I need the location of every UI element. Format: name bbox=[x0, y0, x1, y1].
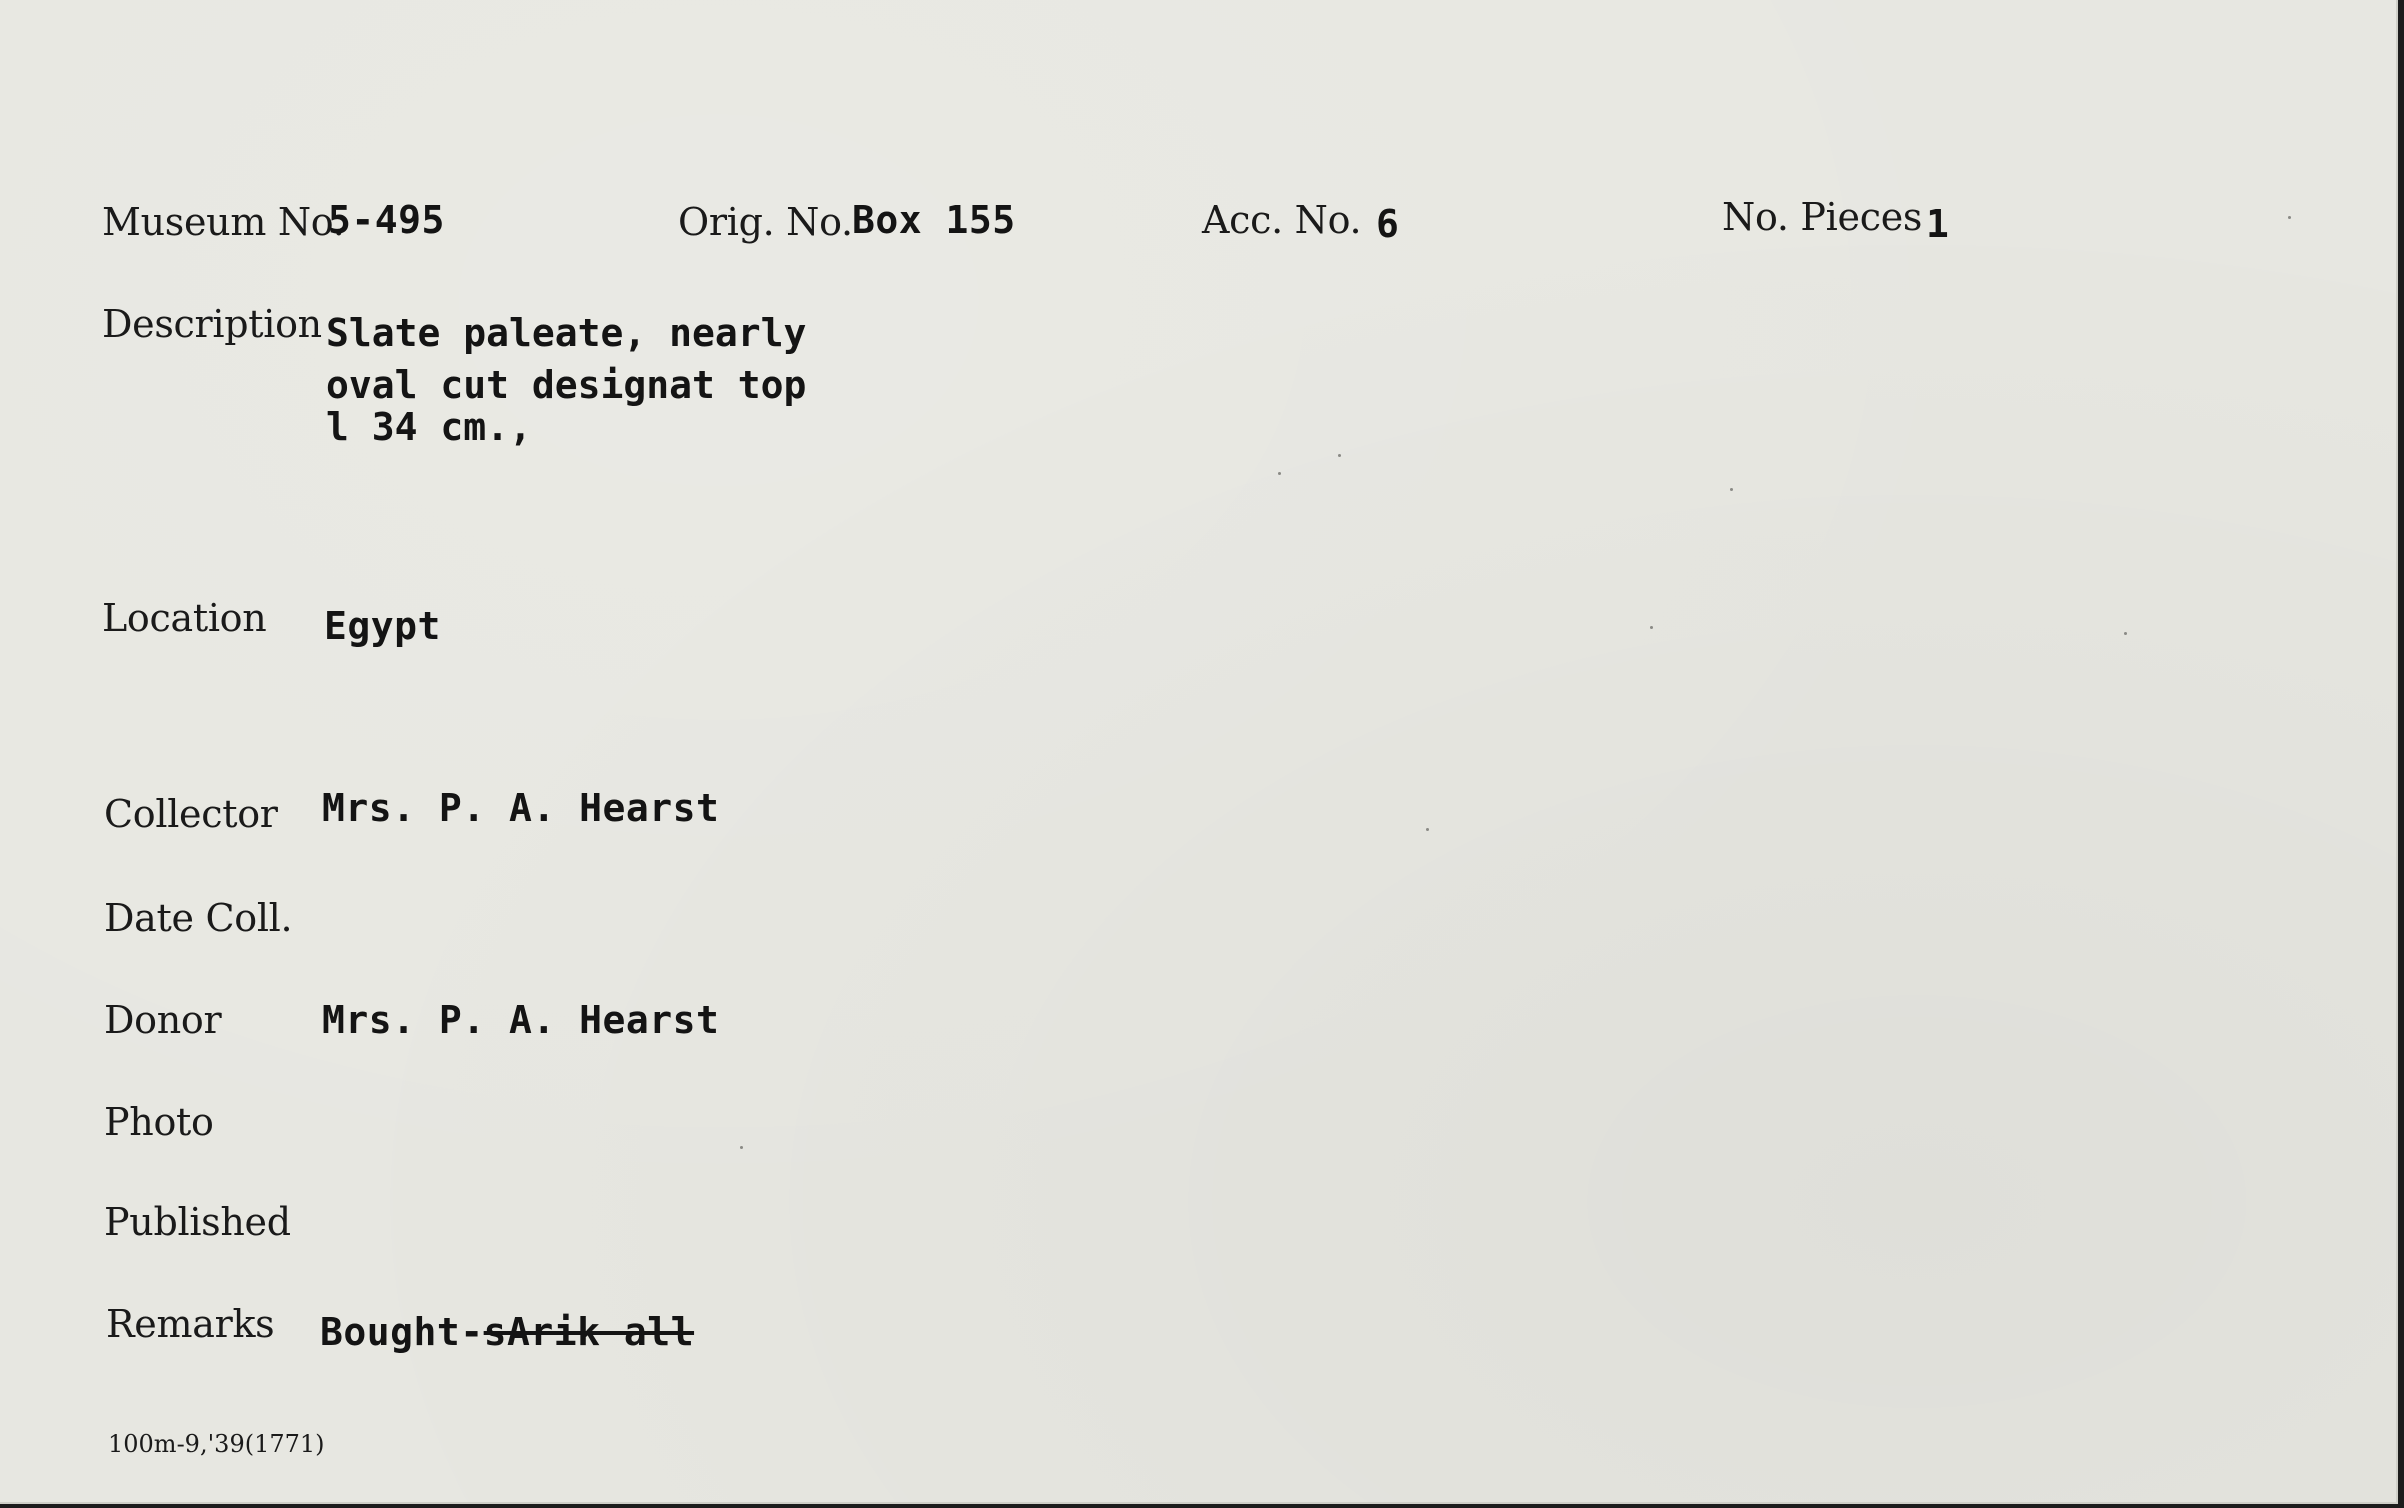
orig-no-value: Box 155 bbox=[852, 198, 1016, 242]
description-line: l 34 cm., bbox=[326, 405, 532, 449]
museum-no-label: Museum No. bbox=[102, 200, 345, 244]
description-text bbox=[326, 310, 806, 450]
donor-value: Mrs. P. A. Hearst bbox=[322, 998, 720, 1042]
paper-speck bbox=[2124, 632, 2127, 635]
orig-no-label: Orig. No. bbox=[678, 200, 853, 244]
remarks-struck-text: sArik all bbox=[483, 1310, 695, 1354]
acc-no-value: 6 bbox=[1376, 202, 1400, 246]
remarks-value bbox=[320, 1310, 694, 1354]
print-code: 100m-9,'39(1771) bbox=[108, 1430, 325, 1458]
published-label: Published bbox=[104, 1200, 291, 1244]
paper-speck bbox=[1426, 828, 1429, 831]
paper-speck bbox=[1650, 626, 1653, 629]
paper-speck bbox=[2288, 216, 2291, 219]
remarks-text: Bought- bbox=[320, 1310, 484, 1354]
paper-speck bbox=[740, 1146, 743, 1149]
donor-label: Donor bbox=[104, 998, 222, 1042]
museum-no-value: 5-495 bbox=[328, 198, 445, 242]
acc-no-label: Acc. No. bbox=[1202, 198, 1362, 242]
description-line: oval cut designat top bbox=[326, 363, 807, 407]
remarks-label: Remarks bbox=[106, 1302, 275, 1346]
photo-label: Photo bbox=[104, 1100, 214, 1144]
description-label: Description bbox=[102, 302, 322, 346]
collector-value: Mrs. P. A. Hearst bbox=[322, 786, 720, 830]
date-coll-label: Date Coll. bbox=[104, 896, 293, 940]
location-label: Location bbox=[102, 596, 267, 640]
collector-label: Collector bbox=[104, 792, 278, 836]
description-line: Slate paleate, nearly bbox=[326, 311, 807, 355]
no-pieces-label: No. Pieces bbox=[1722, 195, 1923, 239]
no-pieces-value: 1 bbox=[1926, 202, 1950, 246]
paper-speck bbox=[1730, 488, 1733, 491]
paper-speck bbox=[1338, 454, 1341, 457]
paper-speck bbox=[1278, 472, 1281, 475]
location-value: Egypt bbox=[324, 604, 441, 648]
